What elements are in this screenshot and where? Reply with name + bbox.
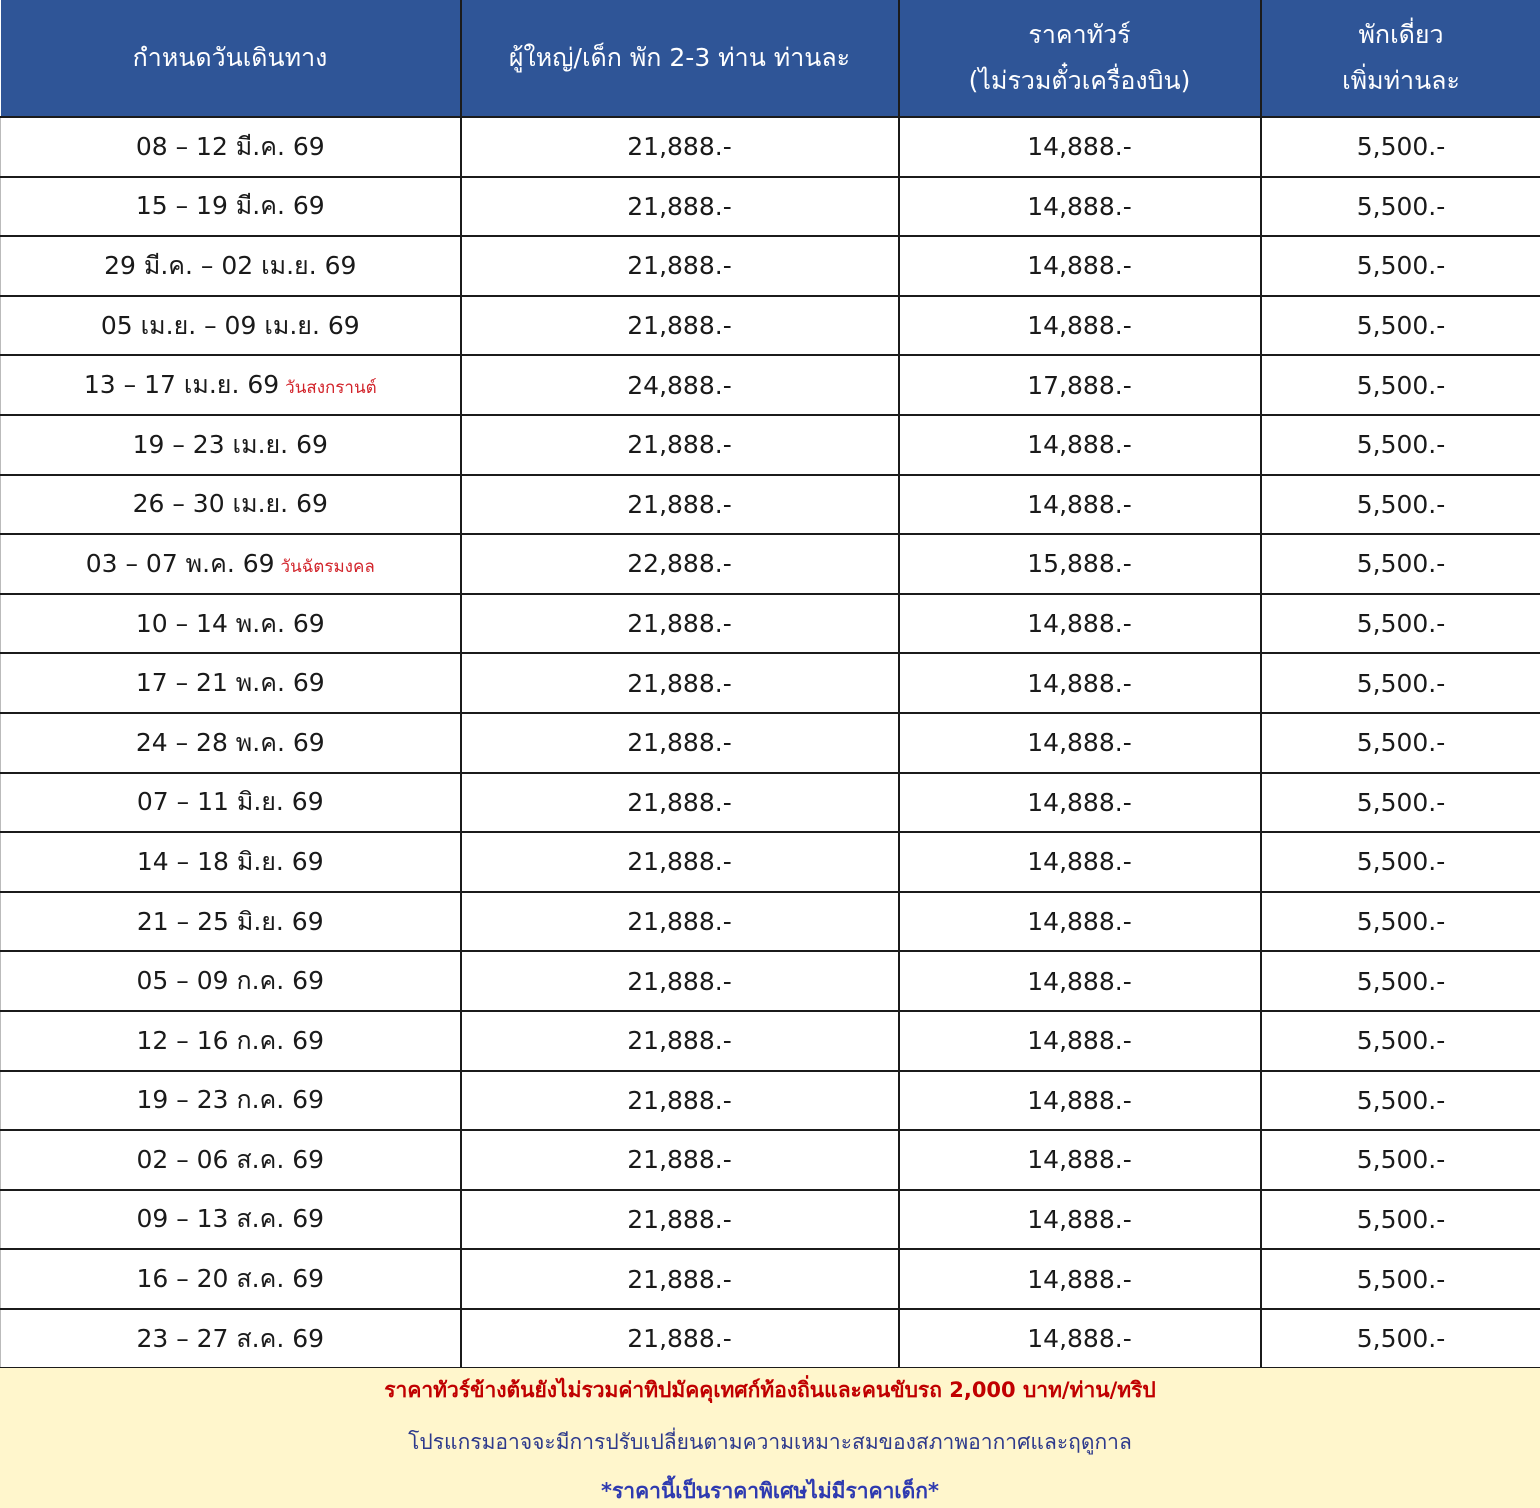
cell-tour-price: 14,888.- (899, 117, 1261, 177)
cell-adult-child-price: 21,888.- (461, 117, 899, 177)
table-row (1, 594, 1540, 654)
cell-adult-child-price: 21,888.- (461, 236, 899, 296)
travel-date-text: 29 มี.ค. – 02 เม.ย. 69 (104, 250, 357, 280)
cell-single-supplement: 5,500.- (1261, 1130, 1540, 1190)
travel-date-text: 05 เม.ย. – 09 เม.ย. 69 (100, 310, 360, 340)
travel-date-text: 17 – 21 พ.ค. 69 (135, 668, 325, 698)
cell-single-supplement: 5,500.- (1261, 177, 1540, 237)
travel-date-text: 16 – 20 ส.ค. 69 (136, 1264, 325, 1294)
table-row (1, 534, 1540, 594)
cell-tour-price: 14,888.- (899, 1309, 1261, 1369)
travel-date-text: 05 – 09 ก.ค. 69 (136, 966, 324, 996)
travel-date-text: 24 – 28 พ.ค. 69 (135, 727, 325, 757)
table-row (1, 1309, 1540, 1369)
cell-tour-price: 14,888.- (899, 951, 1261, 1011)
header-single-supplement (1261, 0, 1540, 117)
cell-single-supplement: 5,500.- (1261, 1190, 1540, 1250)
notes-panel (0, 1368, 1540, 1508)
cell-single-supplement: 5,500.- (1261, 1071, 1540, 1131)
cell-adult-child-price: 21,888.- (461, 1249, 899, 1309)
cell-tour-price: 14,888.- (899, 713, 1261, 773)
travel-date-text: 19 – 23 เม.ย. 69 (132, 429, 328, 459)
cell-tour-price: 14,888.- (899, 1130, 1261, 1190)
cell-single-supplement: 5,500.- (1261, 832, 1540, 892)
cell-single-supplement: 5,500.- (1261, 773, 1540, 833)
cell-adult-child-price: 21,888.- (461, 594, 899, 654)
cell-adult-child-price: 21,888.- (461, 1309, 899, 1369)
cell-tour-price: 14,888.- (899, 296, 1261, 356)
table-row (1, 1190, 1540, 1250)
travel-date-text: 23 – 27 ส.ค. 69 (136, 1323, 325, 1353)
cell-tour-price: 14,888.- (899, 177, 1261, 237)
cell-tour-price: 14,888.- (899, 832, 1261, 892)
cell-single-supplement: 5,500.- (1261, 475, 1540, 535)
cell-tour-price: 14,888.- (899, 773, 1261, 833)
cell-single-supplement: 5,500.- (1261, 236, 1540, 296)
table-row (1, 892, 1540, 952)
cell-tour-price: 14,888.- (899, 1249, 1261, 1309)
cell-travel-date (1, 1249, 461, 1309)
cell-travel-date (1, 653, 461, 713)
table-row (1, 355, 1540, 415)
header-tour-price (899, 0, 1261, 117)
cell-single-supplement: 5,500.- (1261, 951, 1540, 1011)
cell-travel-date (1, 475, 461, 535)
cell-adult-child-price: 21,888.- (461, 713, 899, 773)
travel-date-text: 19 – 23 ก.ค. 69 (136, 1085, 324, 1115)
header-single-line2: เพิ่มท่านละ (1342, 66, 1460, 95)
table-header-row (1, 0, 1540, 117)
cell-adult-child-price: 21,888.- (461, 653, 899, 713)
table-row (1, 177, 1540, 237)
cell-tour-price: 15,888.- (899, 534, 1261, 594)
cell-tour-price: 14,888.- (899, 415, 1261, 475)
table-row (1, 951, 1540, 1011)
cell-adult-child-price: 24,888.- (461, 355, 899, 415)
cell-travel-date (1, 534, 461, 594)
travel-date-text: 12 – 16 ก.ค. 69 (136, 1025, 324, 1055)
cell-single-supplement: 5,500.- (1261, 713, 1540, 773)
cell-tour-price: 14,888.- (899, 653, 1261, 713)
header-single-line1: พักเดี่ยว (1358, 20, 1444, 49)
travel-date-text: 26 – 30 เม.ย. 69 (132, 489, 328, 519)
travel-date-text: 15 – 19 มี.ค. 69 (135, 191, 325, 221)
cell-tour-price: 17,888.- (899, 355, 1261, 415)
cell-adult-child-price: 21,888.- (461, 892, 899, 952)
table-row (1, 475, 1540, 535)
travel-date-text: 08 – 12 มี.ค. 69 (135, 131, 325, 161)
cell-single-supplement: 5,500.- (1261, 594, 1540, 654)
table-row (1, 117, 1540, 177)
header-travel-date: กำหนดวันเดินทาง (1, 0, 461, 117)
cell-tour-price: 14,888.- (899, 1190, 1261, 1250)
header-tour-price-line2: (ไม่รวมตั๋วเครื่องบิน) (968, 66, 1191, 95)
cell-single-supplement: 5,500.- (1261, 1011, 1540, 1071)
travel-date-text: 09 – 13 ส.ค. 69 (136, 1204, 325, 1234)
cell-travel-date (1, 713, 461, 773)
note-tips-excluded: ราคาทัวร์ข้างต้นยังไม่รวมค่าทิปมัคคุเทศก์ท้องถิ่นและคนขับรถ 2,000 บาท/ท่าน/ทริป (384, 1378, 1156, 1402)
cell-travel-date (1, 177, 461, 237)
table-row (1, 1130, 1540, 1190)
cell-tour-price: 14,888.- (899, 1011, 1261, 1071)
cell-travel-date (1, 1071, 461, 1131)
table-row (1, 415, 1540, 475)
cell-adult-child-price: 21,888.- (461, 475, 899, 535)
cell-travel-date (1, 1011, 461, 1071)
cell-travel-date (1, 773, 461, 833)
cell-single-supplement: 5,500.- (1261, 534, 1540, 594)
holiday-label: วันฉัตรมงคล (280, 556, 375, 577)
travel-date-text: 07 – 11 มิ.ย. 69 (136, 787, 324, 817)
cell-travel-date (1, 892, 461, 952)
cell-travel-date (1, 296, 461, 356)
cell-travel-date (1, 415, 461, 475)
cell-travel-date (1, 117, 461, 177)
cell-single-supplement: 5,500.- (1261, 117, 1540, 177)
table-row (1, 653, 1540, 713)
table-row (1, 713, 1540, 773)
cell-tour-price: 14,888.- (899, 236, 1261, 296)
cell-single-supplement: 5,500.- (1261, 296, 1540, 356)
cell-travel-date (1, 236, 461, 296)
travel-date-text: 14 – 18 มิ.ย. 69 (136, 846, 324, 876)
cell-travel-date (1, 1309, 461, 1369)
cell-adult-child-price: 21,888.- (461, 296, 899, 356)
holiday-label: วันสงกรานต์ (285, 378, 377, 399)
cell-adult-child-price: 22,888.- (461, 534, 899, 594)
cell-travel-date (1, 594, 461, 654)
cell-single-supplement: 5,500.- (1261, 1309, 1540, 1369)
cell-travel-date (1, 1190, 461, 1250)
cell-tour-price: 14,888.- (899, 892, 1261, 952)
cell-single-supplement: 5,500.- (1261, 1249, 1540, 1309)
cell-tour-price: 14,888.- (899, 594, 1261, 654)
note-program-may-change: โปรแกรมอาจจะมีการปรับเปลี่ยนตามความเหมาะสมของสภาพอากาศและฤดูกาล (408, 1430, 1132, 1454)
table-body (1, 117, 1540, 1368)
cell-adult-child-price: 21,888.- (461, 1190, 899, 1250)
cell-adult-child-price: 21,888.- (461, 1011, 899, 1071)
table-row (1, 1249, 1540, 1309)
cell-adult-child-price: 21,888.- (461, 1071, 899, 1131)
cell-tour-price: 14,888.- (899, 1071, 1261, 1131)
cell-adult-child-price: 21,888.- (461, 832, 899, 892)
travel-date-text: 21 – 25 มิ.ย. 69 (136, 906, 324, 936)
travel-date-text: 10 – 14 พ.ค. 69 (135, 608, 325, 638)
cell-adult-child-price: 21,888.- (461, 415, 899, 475)
cell-tour-price: 14,888.- (899, 475, 1261, 535)
cell-travel-date (1, 832, 461, 892)
header-tour-price-line1: ราคาทัวร์ (1028, 20, 1131, 49)
cell-single-supplement: 5,500.- (1261, 415, 1540, 475)
note-no-child-price: *ราคานี้เป็นราคาพิเศษไม่มีราคาเด็ก* (601, 1479, 939, 1503)
cell-single-supplement: 5,500.- (1261, 892, 1540, 952)
cell-single-supplement: 5,500.- (1261, 653, 1540, 713)
cell-travel-date (1, 1130, 461, 1190)
cell-travel-date (1, 951, 461, 1011)
table-row (1, 1011, 1540, 1071)
travel-date-text: 03 – 07 พ.ค. 69 (85, 548, 275, 578)
cell-adult-child-price: 21,888.- (461, 773, 899, 833)
table-row (1, 296, 1540, 356)
cell-adult-child-price: 21,888.- (461, 177, 899, 237)
table-row (1, 1071, 1540, 1131)
table-row (1, 832, 1540, 892)
header-adult-child-price: ผู้ใหญ่/เด็ก พัก 2-3 ท่าน ท่านละ (461, 0, 899, 117)
cell-adult-child-price: 21,888.- (461, 1130, 899, 1190)
cell-travel-date (1, 355, 461, 415)
table-row (1, 773, 1540, 833)
cell-adult-child-price: 21,888.- (461, 951, 899, 1011)
travel-date-text: 02 – 06 ส.ค. 69 (136, 1144, 325, 1174)
cell-single-supplement: 5,500.- (1261, 355, 1540, 415)
travel-date-text: 13 – 17 เม.ย. 69 (83, 370, 280, 400)
table-row (1, 236, 1540, 296)
